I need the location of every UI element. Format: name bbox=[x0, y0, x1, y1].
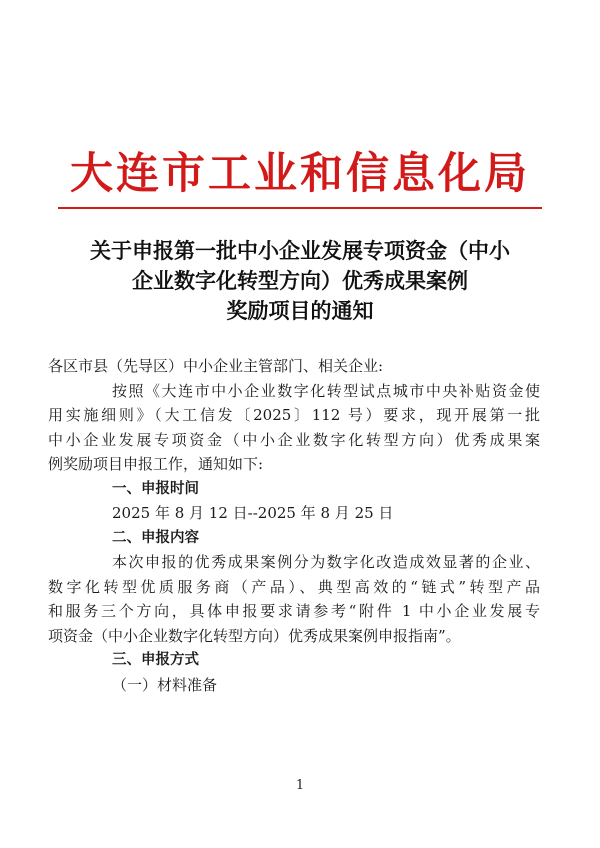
title-line-3: 奖励项目的通知 bbox=[226, 299, 374, 323]
section-2-line-2: 数字化转型优质服务商（产品）、典型高效的“链式”转型产品 bbox=[48, 577, 540, 596]
section-2-heading: 二、申报内容 bbox=[112, 529, 199, 546]
intro-line-3: 中小企业发展专项资金（中小企业数字化转型方向）优秀成果案 bbox=[48, 430, 540, 449]
section-2-line-3: 和服务三个方向，具体申报要求请参考“附件 1 中小企业发展专 bbox=[48, 602, 540, 620]
title-line-1: 关于申报第一批中小企业发展专项资金（中小 bbox=[90, 239, 510, 263]
section-1-heading: 一、申报时间 bbox=[112, 480, 199, 497]
document-body bbox=[48, 354, 540, 697]
title-line-2: 企业数字化转型方向）优秀成果案例 bbox=[132, 269, 468, 293]
salutation: 各区市县（先导区）中小企业主管部门、相关企业: bbox=[48, 357, 384, 375]
section-1-text: 2025 年 8 月 12 日--2025 年 8 月 25 日 bbox=[112, 504, 394, 522]
intro-line-2: 用实施细则》（大工信发〔2025〕112 号）要求，现开展第一批 bbox=[48, 406, 540, 424]
section-3-subheading-1: （一）材料准备 bbox=[112, 675, 218, 694]
red-separator-line bbox=[58, 207, 542, 209]
section-2-line-1: 本次申报的优秀成果案例分为数字化改造成效显著的企业、 bbox=[112, 553, 540, 571]
issuing-organization-header: 大连市工业和信息化局 bbox=[70, 149, 530, 199]
intro-line-4: 例奖励项目申报工作，通知如下: bbox=[48, 455, 264, 473]
document-title bbox=[62, 236, 538, 326]
section-2-line-4: 项资金（中小企业数字化转型方向）优秀成果案例申报指南”。 bbox=[48, 626, 461, 645]
intro-line-1: 按照《大连市中小企业数字化转型试点城市中央补贴资金使 bbox=[112, 381, 540, 400]
section-3-heading: 三、申报方式 bbox=[112, 652, 199, 668]
page-number: 1 bbox=[295, 778, 305, 793]
